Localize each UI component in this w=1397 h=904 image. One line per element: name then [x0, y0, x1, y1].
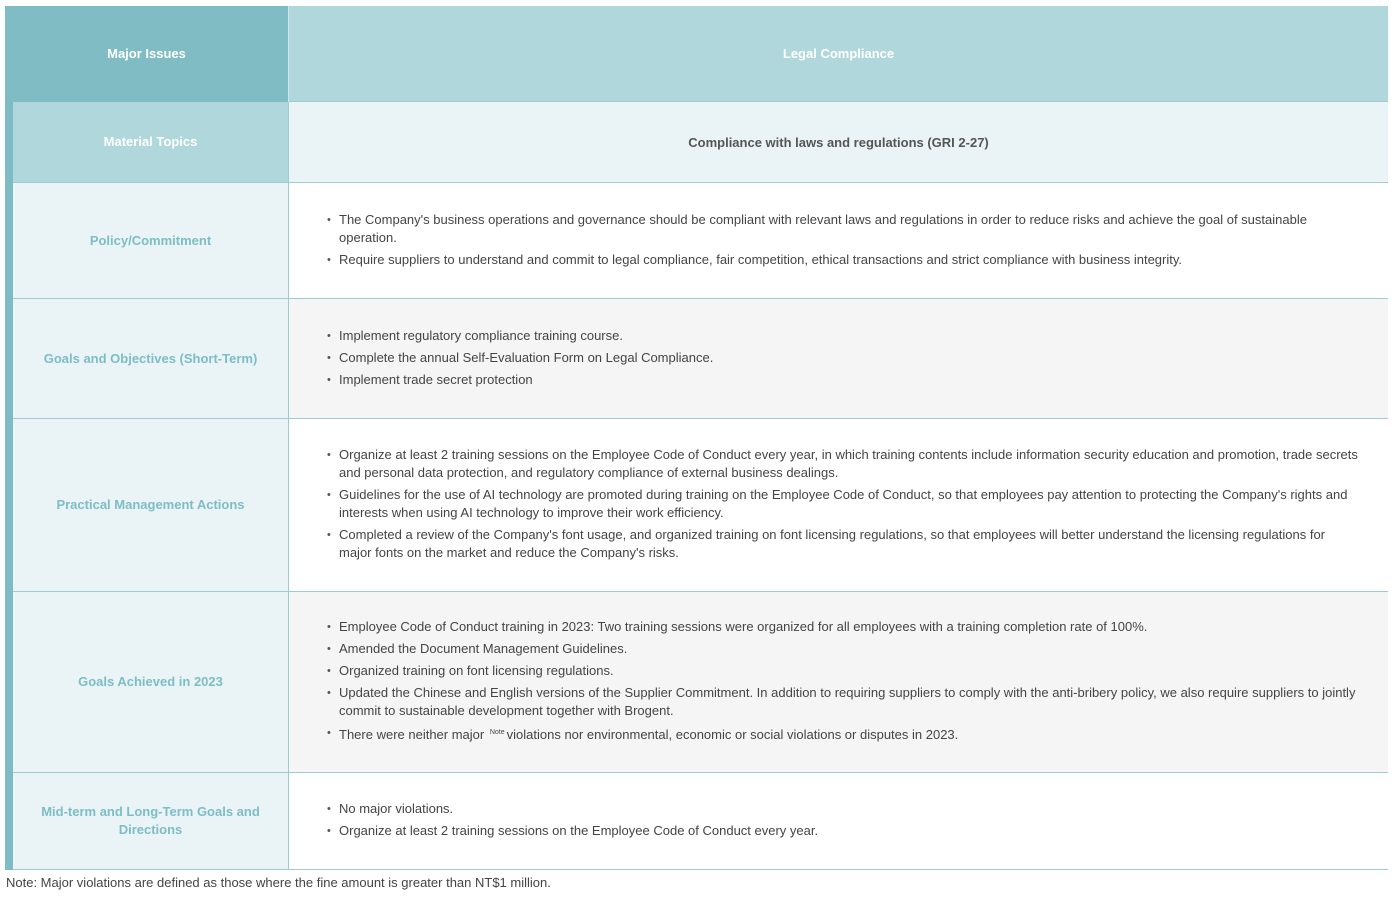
header-legal-compliance: Legal Compliance: [289, 6, 1388, 102]
list-item: • Guidelines for the use of AI technology are promoted during training on the Employee Code of Conduct, so that employees pay attention to protecting the Company's rights and interests when using AI technology to improve their work efficiency.: [327, 486, 1358, 522]
footnote: Note: Major violations are defined as those where the fine amount is greater than NT$1 million.: [6, 875, 551, 890]
material-topics-label: Material Topics: [13, 102, 289, 182]
list-item: • Amended the Document Management Guidelines.: [327, 640, 1358, 658]
header-major-issues: Major Issues: [5, 6, 289, 102]
row-label-goals-achieved: Goals Achieved in 2023: [13, 592, 289, 772]
row-label-management-actions: Practical Management Actions: [13, 419, 289, 591]
table-row-goals-short-term: [13, 299, 1388, 419]
row-label-policy: Policy/Commitment: [13, 183, 289, 298]
bullet-list: [327, 444, 1358, 566]
list-item: • Require suppliers to understand and commit to legal compliance, fair competition, ethical transactions and strict compliance with business integrity.: [327, 251, 1358, 269]
list-item: • Organized training on font licensing regulations.: [327, 662, 1358, 680]
legal-compliance-table: [5, 6, 1388, 870]
row-content-management-actions: [289, 419, 1388, 591]
table-row-policy: [13, 183, 1388, 299]
list-item: • Updated the Chinese and English versions of the Supplier Commitment. In addition to requiring suppliers to comply with the anti-bribery policy, we also require suppliers to jointly commit to sustainable development together with Brogent.: [327, 684, 1358, 720]
table-header-row: [13, 6, 1388, 102]
note-marker: Note: [489, 729, 505, 736]
list-item: • The Company's business operations and governance should be compliant with relevant laws and regulations in order to reduce risks and achieve the goal of sustainable operation.: [327, 211, 1358, 247]
list-item: • Implement trade secret protection: [327, 371, 1358, 389]
list-item: • Completed a review of the Company's font usage, and organized training on font licensing regulations, so that employees will better understand the licensing regulations for major fonts on the market and reduce the Company's risks.: [327, 526, 1358, 562]
list-item: • Organize at least 2 training sessions on the Employee Code of Conduct every year.: [327, 822, 1358, 840]
row-label-mid-long-term: Mid-term and Long-Term Goals and Directions: [13, 773, 289, 869]
row-content-policy: [289, 183, 1388, 298]
bullet-list: [327, 209, 1358, 273]
row-content-goals-short-term: [289, 299, 1388, 418]
list-item: [327, 724, 1358, 744]
bullet-list: [327, 616, 1358, 748]
table-row-mid-long-term: [13, 773, 1388, 870]
list-item: • No major violations.: [327, 800, 1358, 818]
material-topics-value: Compliance with laws and regulations (GRI 2-27): [289, 102, 1388, 182]
table-row-management-actions: [13, 419, 1388, 592]
material-topics-row: [13, 102, 1388, 183]
row-label-goals-short-term: Goals and Objectives (Short-Term): [13, 299, 289, 418]
list-item-text: violations nor environmental, economic or social violations or disputes in 2023.: [506, 727, 959, 742]
row-content-mid-long-term: [289, 773, 1388, 869]
bullet-list: [327, 325, 1358, 393]
list-item-text: There were neither major: [339, 727, 488, 742]
list-item: • Organize at least 2 training sessions on the Employee Code of Conduct every year, in which training contents include information security education and promotion, trade secrets and personal data protection, and regulatory compliance of external business dealings.: [327, 446, 1358, 482]
bullet-list: [327, 798, 1358, 844]
list-item: • Employee Code of Conduct training in 2023: Two training sessions were organized for all employees with a training completion rate of 100%.: [327, 618, 1358, 636]
table-row-goals-achieved: [13, 592, 1388, 773]
list-item: • Implement regulatory compliance training course.: [327, 327, 1358, 345]
list-item: • Complete the annual Self-Evaluation Form on Legal Compliance.: [327, 349, 1358, 367]
row-content-goals-achieved: [289, 592, 1388, 772]
